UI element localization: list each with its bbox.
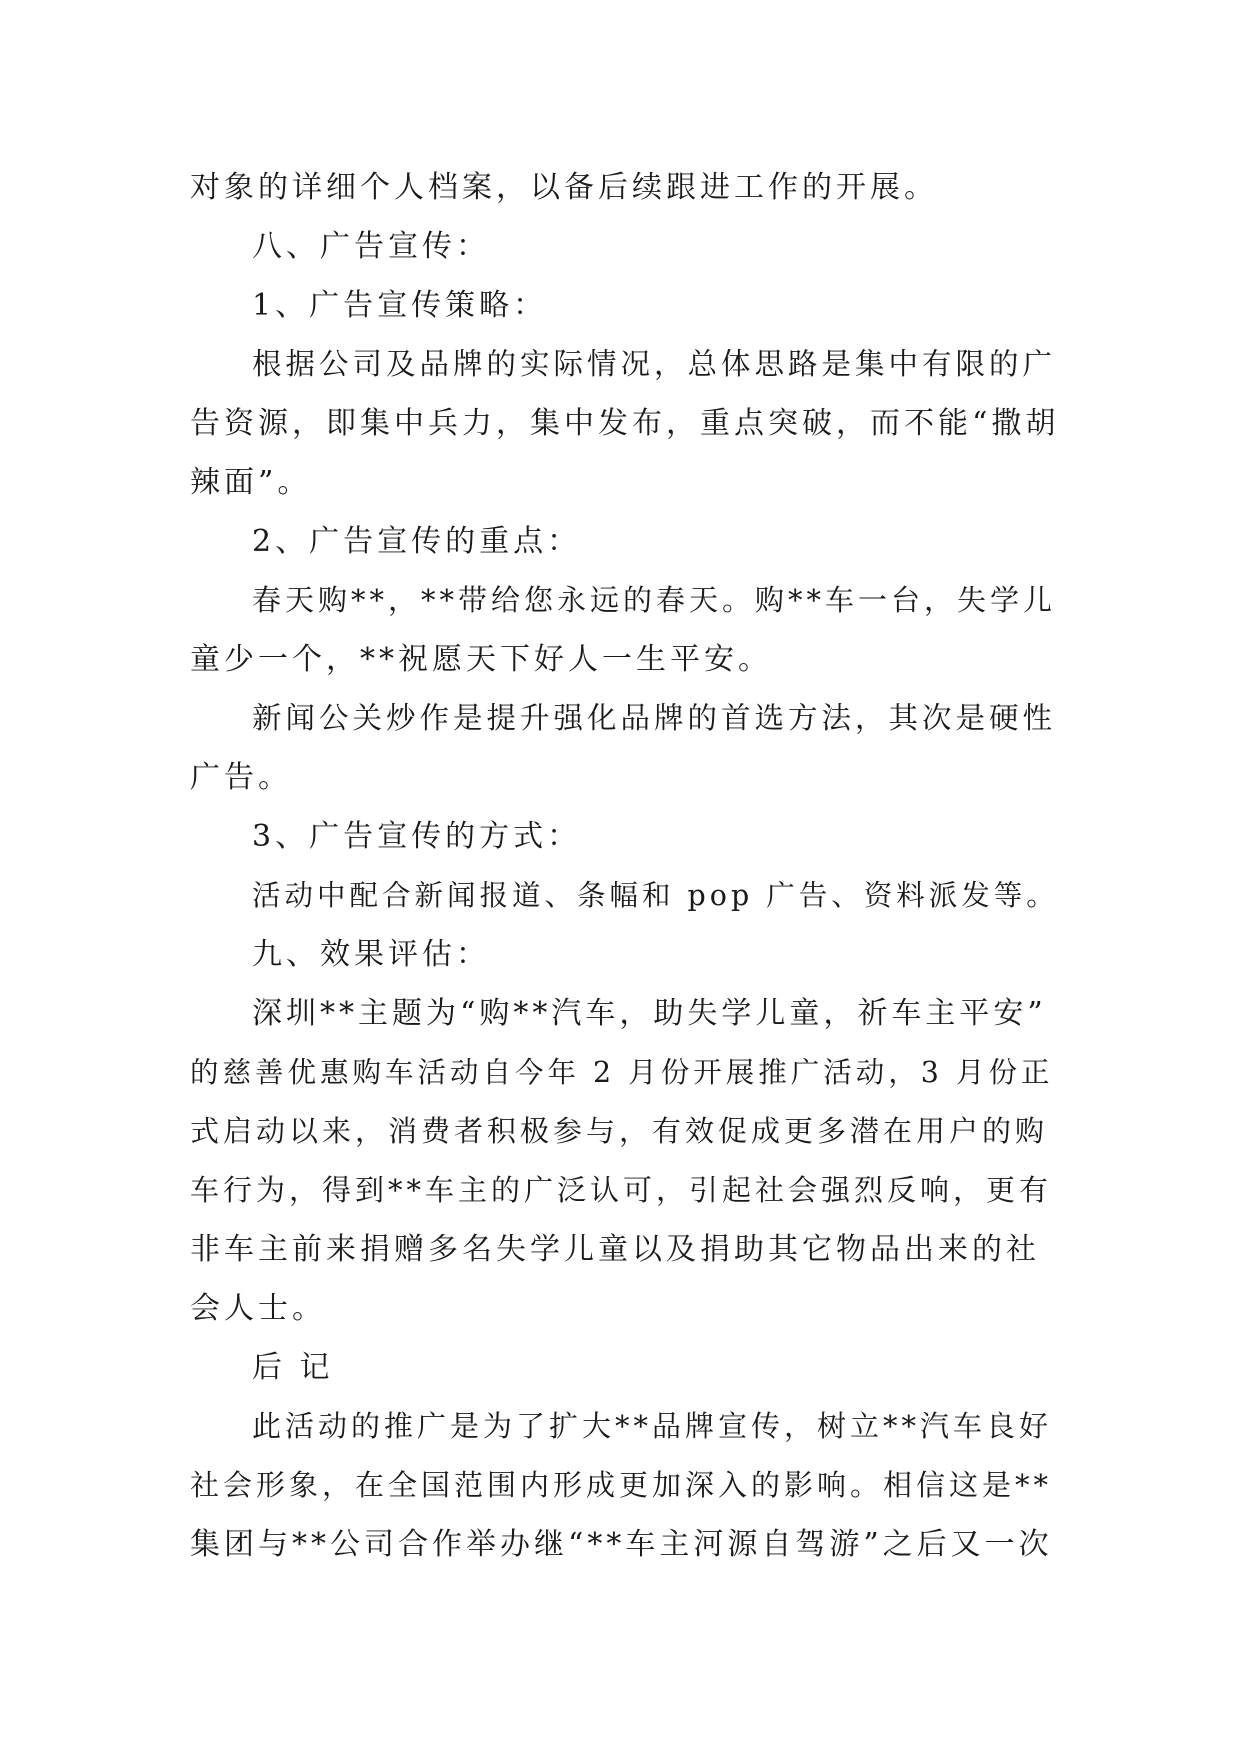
text-line: 辣面”。 (190, 465, 312, 500)
text-line: 告资源，即集中兵力，集中发布，重点突破，而不能“撒胡 (190, 406, 1060, 441)
text-line: 1、广告宣传策略： (252, 288, 548, 323)
text-line: 深圳**主题为“购**汽车，助失学儿童，祈车主平安” (252, 996, 1047, 1031)
text-line: 3、广告宣传的方式： (252, 819, 582, 854)
text-line: 2、广告宣传的重点： (252, 524, 582, 559)
text-line: 的慈善优惠购车活动自今年 2 月份开展推广活动，3 月份正 (190, 1056, 1054, 1089)
document-body (190, 158, 1060, 1574)
text-line: 新闻公关炒作是提升强化品牌的首选方法，其次是硬性 (252, 701, 1057, 735)
text-line: 集团与**公司合作举办继“**车主河源自驾游”之后又一次 (190, 1527, 1053, 1562)
text-line: 会人士。 (190, 1291, 326, 1326)
text-line: 对象的详细个人档案，以备后续跟进工作的开展。 (190, 170, 938, 205)
text-line: 社会形象，在全国范围内形成更加深入的影响。相信这是** (190, 1468, 1053, 1502)
text-line: 活动中配合新闻报道、条幅和 pop 广告、资料派发等。 (252, 879, 1059, 912)
text-line: 童少一个，**祝愿天下好人一生平安。 (190, 642, 772, 677)
text-line: 后 记 (252, 1350, 334, 1385)
text-line: 此活动的推广是为了扩大**品牌宣传，树立**汽车良好 (252, 1409, 1053, 1443)
text-line: 式启动以来，消费者积极参与，有效促成更多潜在用户的购 (190, 1114, 1049, 1148)
text-line: 非车主前来捐赠多名失学儿童以及捐助其它物品出来的社 (190, 1232, 1040, 1267)
text-line: 春天购**，**带给您永远的春天。购**车一台，失学儿 (252, 583, 1057, 617)
text-line: 车行为，得到**车主的广泛认可，引起社会强烈反响，更有 (190, 1173, 1053, 1207)
text-line: 广告。 (190, 760, 292, 795)
text-line: 八、广告宣传： (252, 229, 490, 264)
text-line: 根据公司及品牌的实际情况，总体思路是集中有限的广 (252, 347, 1057, 381)
text-line: 九、效果评估： (252, 937, 490, 972)
